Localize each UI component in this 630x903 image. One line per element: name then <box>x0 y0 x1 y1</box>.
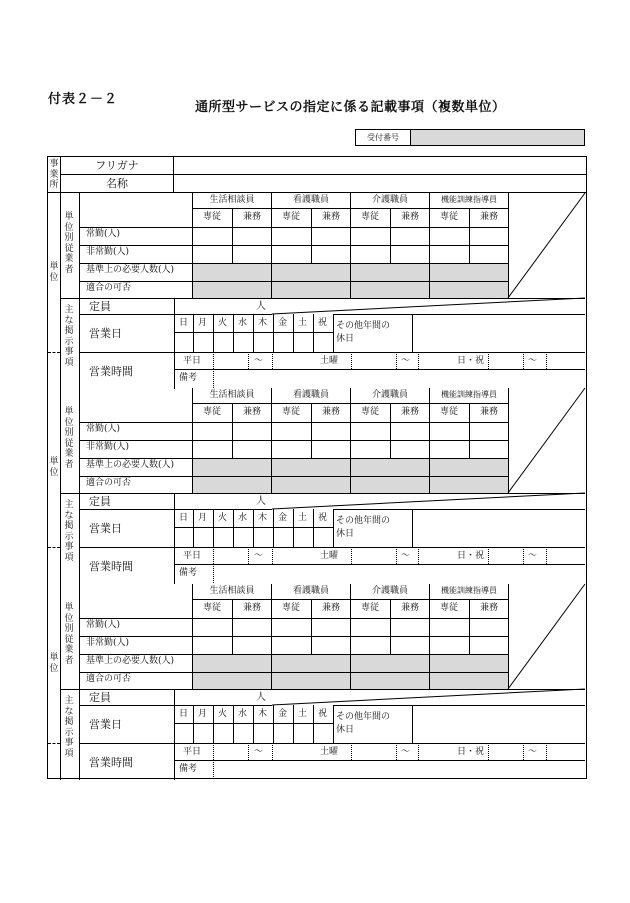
weekday-2: 月 <box>198 709 208 719</box>
role-header: 介護職員 <box>371 586 409 596</box>
weekday-5: 木 <box>258 709 268 719</box>
role-header: 機能訓練指導員 <box>441 390 497 399</box>
unit-label: 単 位 <box>49 262 59 283</box>
weekday-4: 水 <box>238 513 248 523</box>
role-header: 介護職員 <box>371 390 409 400</box>
saturday-tilde: ～ <box>401 356 411 366</box>
role-header: 生活相談員 <box>209 390 255 400</box>
remarks-field[interactable] <box>214 761 585 779</box>
staff-row-label: 適合の可否 <box>86 674 132 684</box>
weekday-6: 金 <box>278 709 288 719</box>
staff-row-label: 非常勤(人) <box>86 638 130 648</box>
saturday-tilde: ～ <box>401 747 411 757</box>
sub-header-fulltime: 専従 <box>202 212 222 222</box>
other-holidays-label-2: 休日 <box>336 725 355 735</box>
sub-header-concurrent: 兼務 <box>479 407 499 417</box>
remarks-label: 備考 <box>179 764 198 774</box>
role-header: 生活相談員 <box>209 586 255 596</box>
sub-header-concurrent: 兼務 <box>321 212 341 222</box>
capacity-unit: 人 <box>256 301 266 312</box>
other-holidays-label: その他年間の <box>336 516 391 526</box>
staff-row-label: 常勤(人) <box>86 229 121 239</box>
capacity-field[interactable] <box>175 690 271 704</box>
unit-block-1 <box>48 193 585 389</box>
saturday-label: 土曜 <box>320 551 339 561</box>
diagonal-strike <box>48 584 585 780</box>
staff-side-label: 単 位 別 従 業 者 <box>64 407 74 470</box>
staff-row-label: 非常勤(人) <box>86 442 130 452</box>
weekday-3: 火 <box>218 709 228 719</box>
application-form <box>47 156 587 779</box>
sun-holiday-label: 日・祝 <box>457 747 485 757</box>
sub-header-fulltime: 専従 <box>360 603 380 613</box>
sun-holiday-label: 日・祝 <box>457 356 485 366</box>
document-id: 付表２－２ <box>48 92 119 107</box>
weekday-7: 土 <box>298 709 308 719</box>
business-days-label: 営業日 <box>89 327 122 340</box>
capacity-unit: 人 <box>256 496 266 507</box>
role-header: 機能訓練指導員 <box>441 195 497 204</box>
weekday-tilde: ～ <box>254 747 264 757</box>
weekday-3: 火 <box>218 513 228 523</box>
info-side-label: 主 な 掲 示 事 項 <box>64 500 74 563</box>
business-hours-label: 営業時間 <box>89 560 133 573</box>
weekday-4: 水 <box>238 318 248 328</box>
unit-label: 単 位 <box>49 653 59 674</box>
sun-holiday-tilde: ～ <box>528 356 538 366</box>
unit-label: 単 位 <box>49 457 59 478</box>
staff-row-label: 非常勤(人) <box>86 247 130 257</box>
weekday-2: 月 <box>198 318 208 328</box>
other-holidays-label-2: 休日 <box>336 334 355 344</box>
weekday-4: 水 <box>238 709 248 719</box>
role-header: 看護職員 <box>292 586 330 596</box>
capacity-label: 定員 <box>89 300 111 313</box>
weekday-8: 祝 <box>318 513 328 523</box>
office-name-field[interactable] <box>174 175 587 192</box>
role-header: 生活相談員 <box>209 195 255 205</box>
sun-holiday-tilde: ～ <box>528 551 538 561</box>
sub-header-concurrent: 兼務 <box>242 212 262 222</box>
sub-header-concurrent: 兼務 <box>479 212 499 222</box>
role-header: 介護職員 <box>371 195 409 205</box>
sub-header-concurrent: 兼務 <box>242 603 262 613</box>
role-header: 機能訓練指導員 <box>441 586 497 595</box>
office-side-label: 事業所 <box>49 159 59 190</box>
staff-row-label: 基準上の必要人数(人) <box>86 460 175 470</box>
weekday-8: 祝 <box>318 318 328 328</box>
role-header: 看護職員 <box>292 195 330 205</box>
sub-header-fulltime: 専従 <box>281 407 301 417</box>
capacity-label: 定員 <box>89 495 111 508</box>
business-days-label: 営業日 <box>89 522 122 535</box>
saturday-tilde: ～ <box>401 551 411 561</box>
sub-header-fulltime: 専従 <box>439 603 459 613</box>
sub-header-fulltime: 専従 <box>281 212 301 222</box>
sub-header-concurrent: 兼務 <box>400 407 420 417</box>
weekday-2: 月 <box>198 513 208 523</box>
weekday-5: 木 <box>258 318 268 328</box>
sub-header-concurrent: 兼務 <box>400 603 420 613</box>
unit-block-2 <box>48 388 585 584</box>
document-title: 通所型サービスの指定に係る記載事項（複数単位） <box>195 100 506 115</box>
staff-row-label: 常勤(人) <box>86 424 121 434</box>
saturday-label: 土曜 <box>320 356 339 366</box>
weekday-6: 金 <box>278 513 288 523</box>
staff-side-label: 単 位 別 従 業 者 <box>64 603 74 666</box>
remarks-label: 備考 <box>179 373 198 383</box>
furigana-label: フリガナ <box>95 159 139 172</box>
saturday-label: 土曜 <box>320 747 339 757</box>
receipt-number-label: 受付番号 <box>356 130 411 145</box>
info-side-label: 主 な 掲 示 事 項 <box>64 305 74 368</box>
sun-holiday-label: 日・祝 <box>457 551 485 561</box>
sub-header-fulltime: 専従 <box>202 407 222 417</box>
staff-side-label: 単 位 別 従 業 者 <box>64 212 74 275</box>
other-holidays-label: その他年間の <box>336 712 391 722</box>
remarks-field[interactable] <box>214 565 585 583</box>
weekday-5: 木 <box>258 513 268 523</box>
diagonal-strike <box>48 193 585 389</box>
weekday-1: 日 <box>179 513 189 523</box>
staff-row-label: 基準上の必要人数(人) <box>86 265 175 275</box>
capacity-field[interactable] <box>175 494 271 508</box>
sub-header-concurrent: 兼務 <box>321 603 341 613</box>
staff-row-label: 常勤(人) <box>86 620 121 630</box>
sub-header-concurrent: 兼務 <box>400 212 420 222</box>
sub-header-concurrent: 兼務 <box>242 407 262 417</box>
sub-header-fulltime: 専従 <box>439 407 459 417</box>
furigana-field[interactable] <box>174 157 587 174</box>
remarks-field[interactable] <box>214 370 585 388</box>
weekday-3: 火 <box>218 318 228 328</box>
weekday-tilde: ～ <box>254 551 264 561</box>
staff-row-label: 適合の可否 <box>86 478 132 488</box>
other-holidays-label: その他年間の <box>336 321 391 331</box>
capacity-field[interactable] <box>175 299 271 313</box>
sub-header-fulltime: 専従 <box>202 603 222 613</box>
capacity-unit: 人 <box>256 692 266 703</box>
business-days-label: 営業日 <box>89 718 122 731</box>
diagonal-strike <box>48 388 585 584</box>
weekday-label: 平日 <box>183 747 202 757</box>
info-side-label: 主 な 掲 示 事 項 <box>64 696 74 759</box>
sub-header-fulltime: 専従 <box>360 407 380 417</box>
weekday-7: 土 <box>298 318 308 328</box>
other-holidays-label-2: 休日 <box>336 529 355 539</box>
capacity-label: 定員 <box>89 691 111 704</box>
office-name-label: 名称 <box>106 177 128 190</box>
staff-row-label: 基準上の必要人数(人) <box>86 656 175 666</box>
staff-row-label: 適合の可否 <box>86 283 132 293</box>
business-hours-label: 営業時間 <box>89 365 133 378</box>
remarks-label: 備考 <box>179 568 198 578</box>
sub-header-concurrent: 兼務 <box>321 407 341 417</box>
sub-header-fulltime: 専従 <box>360 212 380 222</box>
weekday-label: 平日 <box>183 551 202 561</box>
role-header: 看護職員 <box>292 390 330 400</box>
sub-header-fulltime: 専従 <box>439 212 459 222</box>
sub-header-concurrent: 兼務 <box>479 603 499 613</box>
receipt-number-field[interactable] <box>411 130 584 145</box>
weekday-1: 日 <box>179 709 189 719</box>
weekday-1: 日 <box>179 318 189 328</box>
unit-block-3 <box>48 584 585 780</box>
receipt-number-box <box>355 129 585 146</box>
weekday-8: 祝 <box>318 709 328 719</box>
business-hours-label: 営業時間 <box>89 756 133 769</box>
sub-header-fulltime: 専従 <box>281 603 301 613</box>
sun-holiday-tilde: ～ <box>528 747 538 757</box>
weekday-7: 土 <box>298 513 308 523</box>
weekday-tilde: ～ <box>254 356 264 366</box>
weekday-6: 金 <box>278 318 288 328</box>
weekday-label: 平日 <box>183 356 202 366</box>
